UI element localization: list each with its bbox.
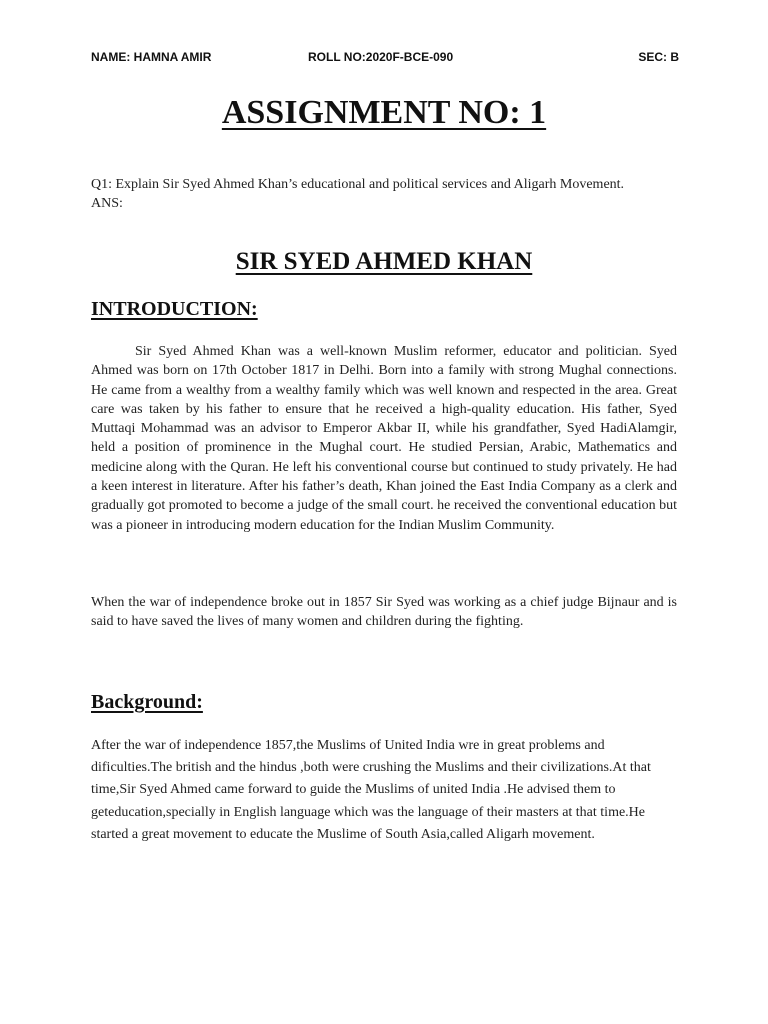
question-text: Q1: Explain Sir Syed Ahmed Khan’s educational and political services and Aligarh Movement. [91,177,625,192]
question-block [91,175,681,213]
background-heading: Background: [91,691,203,713]
introduction-paragraph: Sir Syed Ahmed Khan was a well-known Muslim reformer, educator and politician. Syed Ahmed was born on 17th October 1817 in Delhi. Born into a family with strong Mughal connections. He came from a wealthy from a wealthy family which was well known and respected in the area. Great care was taken by his father to ensure that he received a high-quality education. His father, Syed Muttaqi Mohammad was an advisor to Emperor Akbar II, while his grandfather, Syed HadiAlamgir, held a position of prominence in the Mughal court. He studied Persian, Arabic, Mathematics and medicine along with the Quran. He left his conventional course but continued to study privately. He had a keen interest in literature. After his father’s death, Khan joined the East India Company as a clerk and gradually got promoted to become a judge of the small court. he received the conventional education but was a pioneer in introducing modern education for the Indian Muslim Community. [91,344,677,533]
war-paragraph: When the war of independence broke out in 1857 Sir Syed was working as a chief judge Bijnaur and is said to have saved the lives of many women and children during the fighting. [91,595,677,630]
section-label: SEC: B [638,50,679,64]
background-paragraph: After the war of independence 1857,the Muslims of United India wre in great problems and dificulties.The british and the hindus ,both were crushing the Muslims and their civilizations.At that time,Sir Syed Ahmed came forward to guide the Muslims of united India .He advised them to geteducation,specially in English language which was the language of their masters at that time.He started a great movement to educate the Muslime of South Asia,called Aligarh movement. [91,738,651,842]
subject-title: SIR SYED AHMED KHAN [235,248,533,275]
answer-label: ANS: [91,196,123,211]
introduction-heading: INTRODUCTION: [91,298,258,320]
roll-number: ROLL NO:2020F-BCE-090 [308,50,454,64]
assignment-title: ASSIGNMENT NO: 1 [221,94,547,131]
header-row [91,50,679,68]
student-name: NAME: HAMNA AMIR [91,50,212,64]
